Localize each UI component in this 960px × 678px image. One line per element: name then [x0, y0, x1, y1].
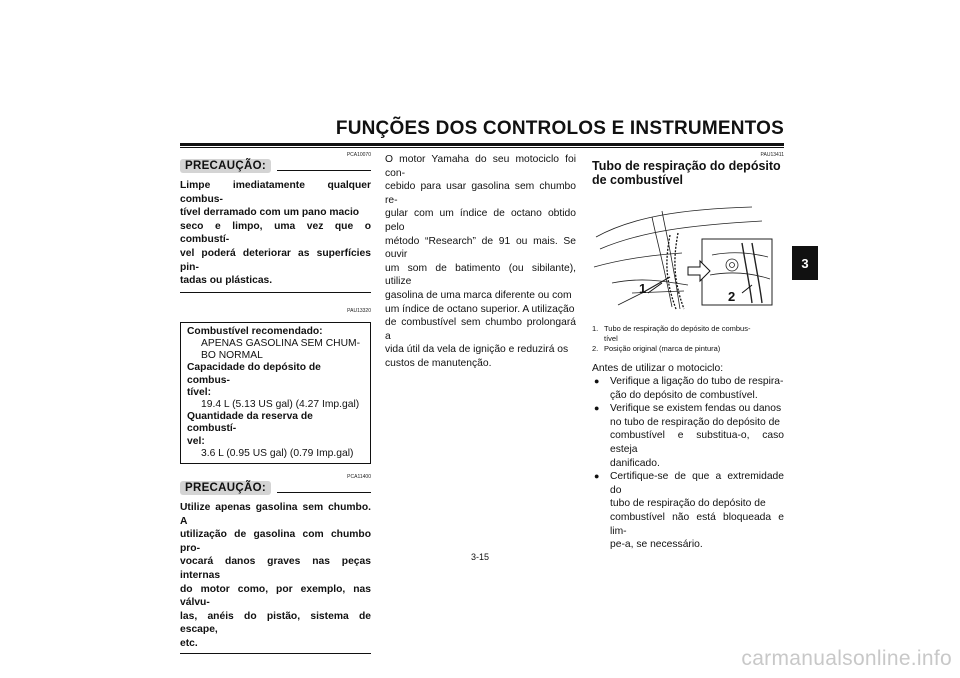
spec-value: APENAS GASOLINA SEM CHUM- [201, 337, 361, 349]
intro-text: Antes de utilizar o motociclo: [592, 362, 724, 374]
spec-value: 19.4 L (5.13 US gal) (4.27 Imp.gal) [201, 398, 360, 410]
header-rule [180, 143, 784, 146]
text-line: no tubo de respiração do depósito de [610, 416, 781, 428]
bullet-item [592, 402, 784, 470]
page-number: 3-15 [470, 552, 489, 562]
spec-key: Capacidade do depósito de combus- [187, 362, 321, 386]
text-line: tubo de respiração do depósito de [610, 498, 766, 510]
spec-value: 3.6 L (0.95 US gal) (0.79 Imp.gal) [201, 447, 354, 459]
caption-item [592, 324, 784, 343]
caution-label: PRECAUÇÃO: [180, 481, 271, 495]
text-line: tível derramado com um pano macio [180, 207, 360, 219]
breather-hose-illustration [592, 197, 784, 315]
text-line: um índice de octano superior. A utilização [385, 303, 575, 315]
callout-label-1: 1 [639, 281, 647, 296]
caution-code: PCA10070 [346, 152, 371, 158]
caption-item [592, 344, 784, 354]
text-line: de combustível sem chumbo prolongará a [385, 317, 576, 342]
octane-paragraph [385, 153, 576, 371]
section-title-line: Tubo de respiração do depósito [592, 159, 781, 173]
caption-text: tível [604, 333, 618, 343]
section-title [592, 159, 784, 187]
text-line: um som de batimento (ou sibilante), utilize [385, 262, 576, 288]
spec-value: BO NORMAL [201, 350, 263, 362]
text-line: danificado. [610, 457, 660, 469]
bullet-item [592, 375, 784, 402]
caution-heading [180, 159, 371, 173]
caption-text: Tubo de respiração do depósito de combus- [604, 324, 751, 333]
caution-label: PRECAUÇÃO: [180, 159, 271, 173]
caution-rule [277, 492, 371, 493]
caution-end-rule [180, 653, 371, 654]
text-line: gular com um índice de octano obtido pelo [385, 208, 576, 233]
bullet-icon: ● [594, 376, 600, 387]
spec-key: Quantidade da reserva de combustí- [187, 411, 313, 435]
spec-key: Combustível recomendado: [187, 325, 323, 337]
right-column [592, 152, 784, 552]
text-line: vocará danos graves nas peças internas [180, 556, 371, 581]
left-column [180, 152, 371, 654]
spec-code: PAU13320 [347, 307, 371, 314]
caption-text: Posição original (marca de pintura) [604, 344, 721, 353]
caution-rule [277, 170, 371, 171]
bullet-item [592, 470, 784, 552]
text-line: do motor como, por exemplo, nas válvu- [180, 583, 371, 609]
text-line: método “Research” de 91 ou mais. Se ouvir [385, 235, 576, 261]
section-code: PAU13411 [760, 152, 784, 158]
text-line: utilização de gasolina com chumbo pro- [180, 529, 371, 554]
caption-number: 2. [592, 344, 599, 353]
text-line: seco e limpo, uma vez que o combustí- [180, 220, 371, 246]
header-rule-thin [180, 147, 784, 148]
text-line: ção do depósito de combustível. [610, 389, 758, 401]
text-line: cebido para usar gasolina sem chumbo re- [385, 181, 576, 206]
text-line: pe-a, se necessário. [610, 539, 703, 551]
bullet-icon: ● [594, 403, 600, 414]
caution-heading [180, 481, 371, 495]
callout-label-2: 2 [728, 289, 736, 304]
breather-hose-figure [592, 197, 784, 315]
text-line: custos de manutenção. [385, 357, 492, 369]
text-line: etc. [180, 637, 198, 649]
text-line: vel poderá deteriorar as superfícies pin- [180, 247, 371, 273]
fuel-spec-box [180, 322, 371, 464]
text-line: Limpe imediatamente qualquer combus- [180, 180, 371, 205]
text-line: Verifique a ligação do tubo de respira- [610, 376, 784, 388]
text-line: Utilize apenas gasolina sem chumbo. A [180, 501, 371, 527]
section-title-line: de combustível [592, 173, 683, 187]
text-line: vida útil da vela de ignição e reduzirá os [385, 344, 569, 356]
text-line: O motor Yamaha do seu motociclo foi con- [385, 154, 576, 179]
bullet-icon: ● [594, 471, 600, 482]
spec-key: tível: [187, 386, 212, 398]
caution-text [180, 501, 371, 651]
caption-number: 1. [592, 324, 599, 333]
watermark: carmanualsonline.info [741, 647, 952, 670]
chapter-tab: 3 [792, 246, 818, 280]
text-line: combustível e substitua-o, caso esteja [610, 430, 784, 456]
text-line: combustível não está bloqueada e lim- [610, 512, 784, 537]
page-header-title: FUNÇÕES DOS CONTROLOS E INSTRUMENTOS [335, 118, 784, 139]
caution-text [180, 179, 371, 288]
text-line: las, anéis do pistão, sistema de escape, [180, 610, 371, 636]
caution-code: PCA11400 [347, 473, 371, 480]
caution-end-rule [180, 292, 371, 293]
text-line: Certifique-se de que a extremidade do [610, 471, 784, 496]
text-line: Verifique se existem fendas ou danos [610, 403, 782, 415]
text-line: gasolina de uma marca diferente ou com [385, 289, 572, 301]
text-line: tadas ou plásticas. [180, 275, 273, 287]
figure-captions [592, 324, 784, 354]
spec-key: vel: [187, 435, 205, 447]
